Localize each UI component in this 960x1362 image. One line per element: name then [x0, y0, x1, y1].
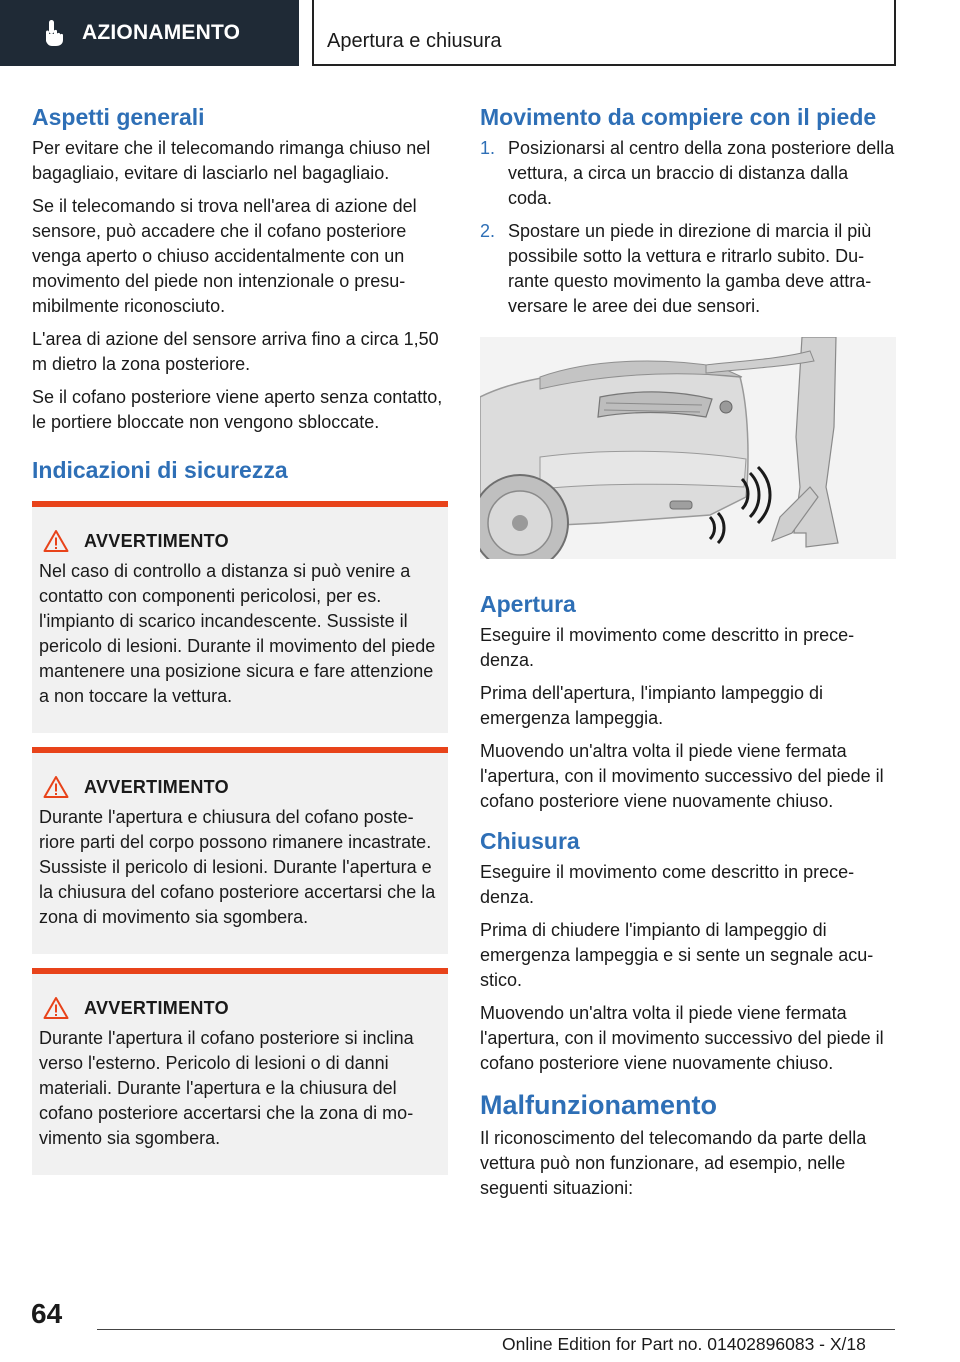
heading-movement: Movimento da compiere con il piede [480, 104, 877, 130]
section-header [0, 0, 299, 66]
left-column [32, 100, 448, 1189]
heading-general: Aspetti generali [32, 104, 205, 130]
step-text: Spostare un piede in direzione di marcia il più possibile sotto la vettura e ritrarlo subito. Durante questo movimento la gamba deve attraversare le aree dei due sensori. [508, 221, 872, 316]
warning-text: Durante l'apertura e chiusura del cofano posteriore parti del corpo possono rimanere incastrate. Sussiste il pericolo di lesioni. Durante l'apertura e la chiusura del cofano posteriore accertarsi che la zona di movimento sia sgombera. [39, 807, 436, 927]
warning-box [32, 968, 448, 1175]
steps-list [480, 136, 896, 319]
page-number: 64 [31, 1298, 63, 1329]
warning-label: AVVERTIMENTO [84, 997, 229, 1018]
heading-malfunction: Malfunzionamento [480, 1090, 717, 1120]
paragraph: Prima dell'apertura, l'impianto lampeggio di emergenza lampeggia. [480, 683, 824, 728]
step-text: Posizionarsi al centro della zona posteriore della vettura, a circa un braccio di distanza dalla coda. [508, 138, 895, 208]
warning-label: AVVERTIMENTO [84, 776, 229, 797]
chapter-title: Apertura e chiusura [327, 30, 502, 52]
paragraph: Il riconoscimento del telecomando da parte della vettura può non funzionare, ad esempio, nelle seguenti situazioni: [480, 1128, 867, 1198]
warning-box [32, 747, 448, 954]
warning-text: Durante l'apertura il cofano posteriore si inclina verso l'esterno. Pericolo di lesioni o di danni materiali. Durante l'apertura e la chiusura del cofano posteriore accertarsi che la zona di movimento sia sgombera. [39, 1028, 414, 1148]
edition-footer: Online Edition for Part no. 01402896083 - X/18 [502, 1334, 866, 1354]
paragraph: Muovendo un'altra volta il piede viene fermata l'apertura, con il movimento successivo del piede il cofano posteriore viene nuovamente chiuso. [480, 1003, 884, 1073]
chapter-header [312, 0, 896, 66]
right-column [480, 100, 896, 1209]
paragraph: Per evitare che il telecomando rimanga chiuso nel bagagliaio, evitare di lasciarlo nel bagagliaio. [32, 138, 431, 183]
paragraph: Se il cofano posteriore viene aperto senza contatto, le portiere bloccate non vengono sbloccate. [32, 387, 443, 432]
warning-box [32, 501, 448, 733]
paragraph: Se il telecomando si trova nell'area di azione del sensore, può accadere che il cofano posteriore venga aperto o chiuso accidentalmente con un movimento del piede non intenzionale o presumibilmente riconosciuto. [32, 196, 417, 316]
step-number: 2. [480, 221, 496, 241]
foot-gesture-illustration [480, 337, 896, 559]
list-item [480, 219, 896, 319]
warning-triangle-icon [43, 996, 69, 1020]
footer-divider [97, 1329, 895, 1330]
warning-label: AVVERTIMENTO [84, 530, 229, 551]
section-title: AZIONAMENTO [82, 21, 241, 44]
warning-text: Nel caso di controllo a distanza si può venire a contatto con componenti pericolosi, per es. l'impianto di scarico incandescente. Sussiste il pericolo di lesioni. Durante il movimento del piede mantenere una posizione sicura e fare attenzione a non toccare la vettura. [39, 561, 436, 706]
heading-opening: Apertura [480, 591, 576, 617]
paragraph: L'area di azione del sensore arriva fino a circa 1,50 m dietro la zona posteriore. [32, 329, 439, 374]
paragraph: Eseguire il movimento come descritto in precedenza. [480, 625, 855, 670]
car-rear-illustration [480, 337, 896, 559]
paragraph: Prima di chiudere l'impianto di lampeggio di emergenza lampeggia e si sente un segnale acustico. [480, 920, 874, 990]
hand-touch-icon [38, 18, 68, 48]
heading-safety: Indicazioni di sicurezza [32, 457, 288, 483]
heading-closing: Chiusura [480, 828, 580, 854]
step-number: 1. [480, 138, 496, 158]
list-item [480, 136, 896, 211]
paragraph: Muovendo un'altra volta il piede viene fermata l'apertura, con il movimento successivo del piede il cofano posteriore viene nuovamente chiuso. [480, 741, 884, 811]
warning-triangle-icon [43, 775, 69, 799]
warning-triangle-icon [43, 529, 69, 553]
paragraph: Eseguire il movimento come descritto in precedenza. [480, 862, 855, 907]
